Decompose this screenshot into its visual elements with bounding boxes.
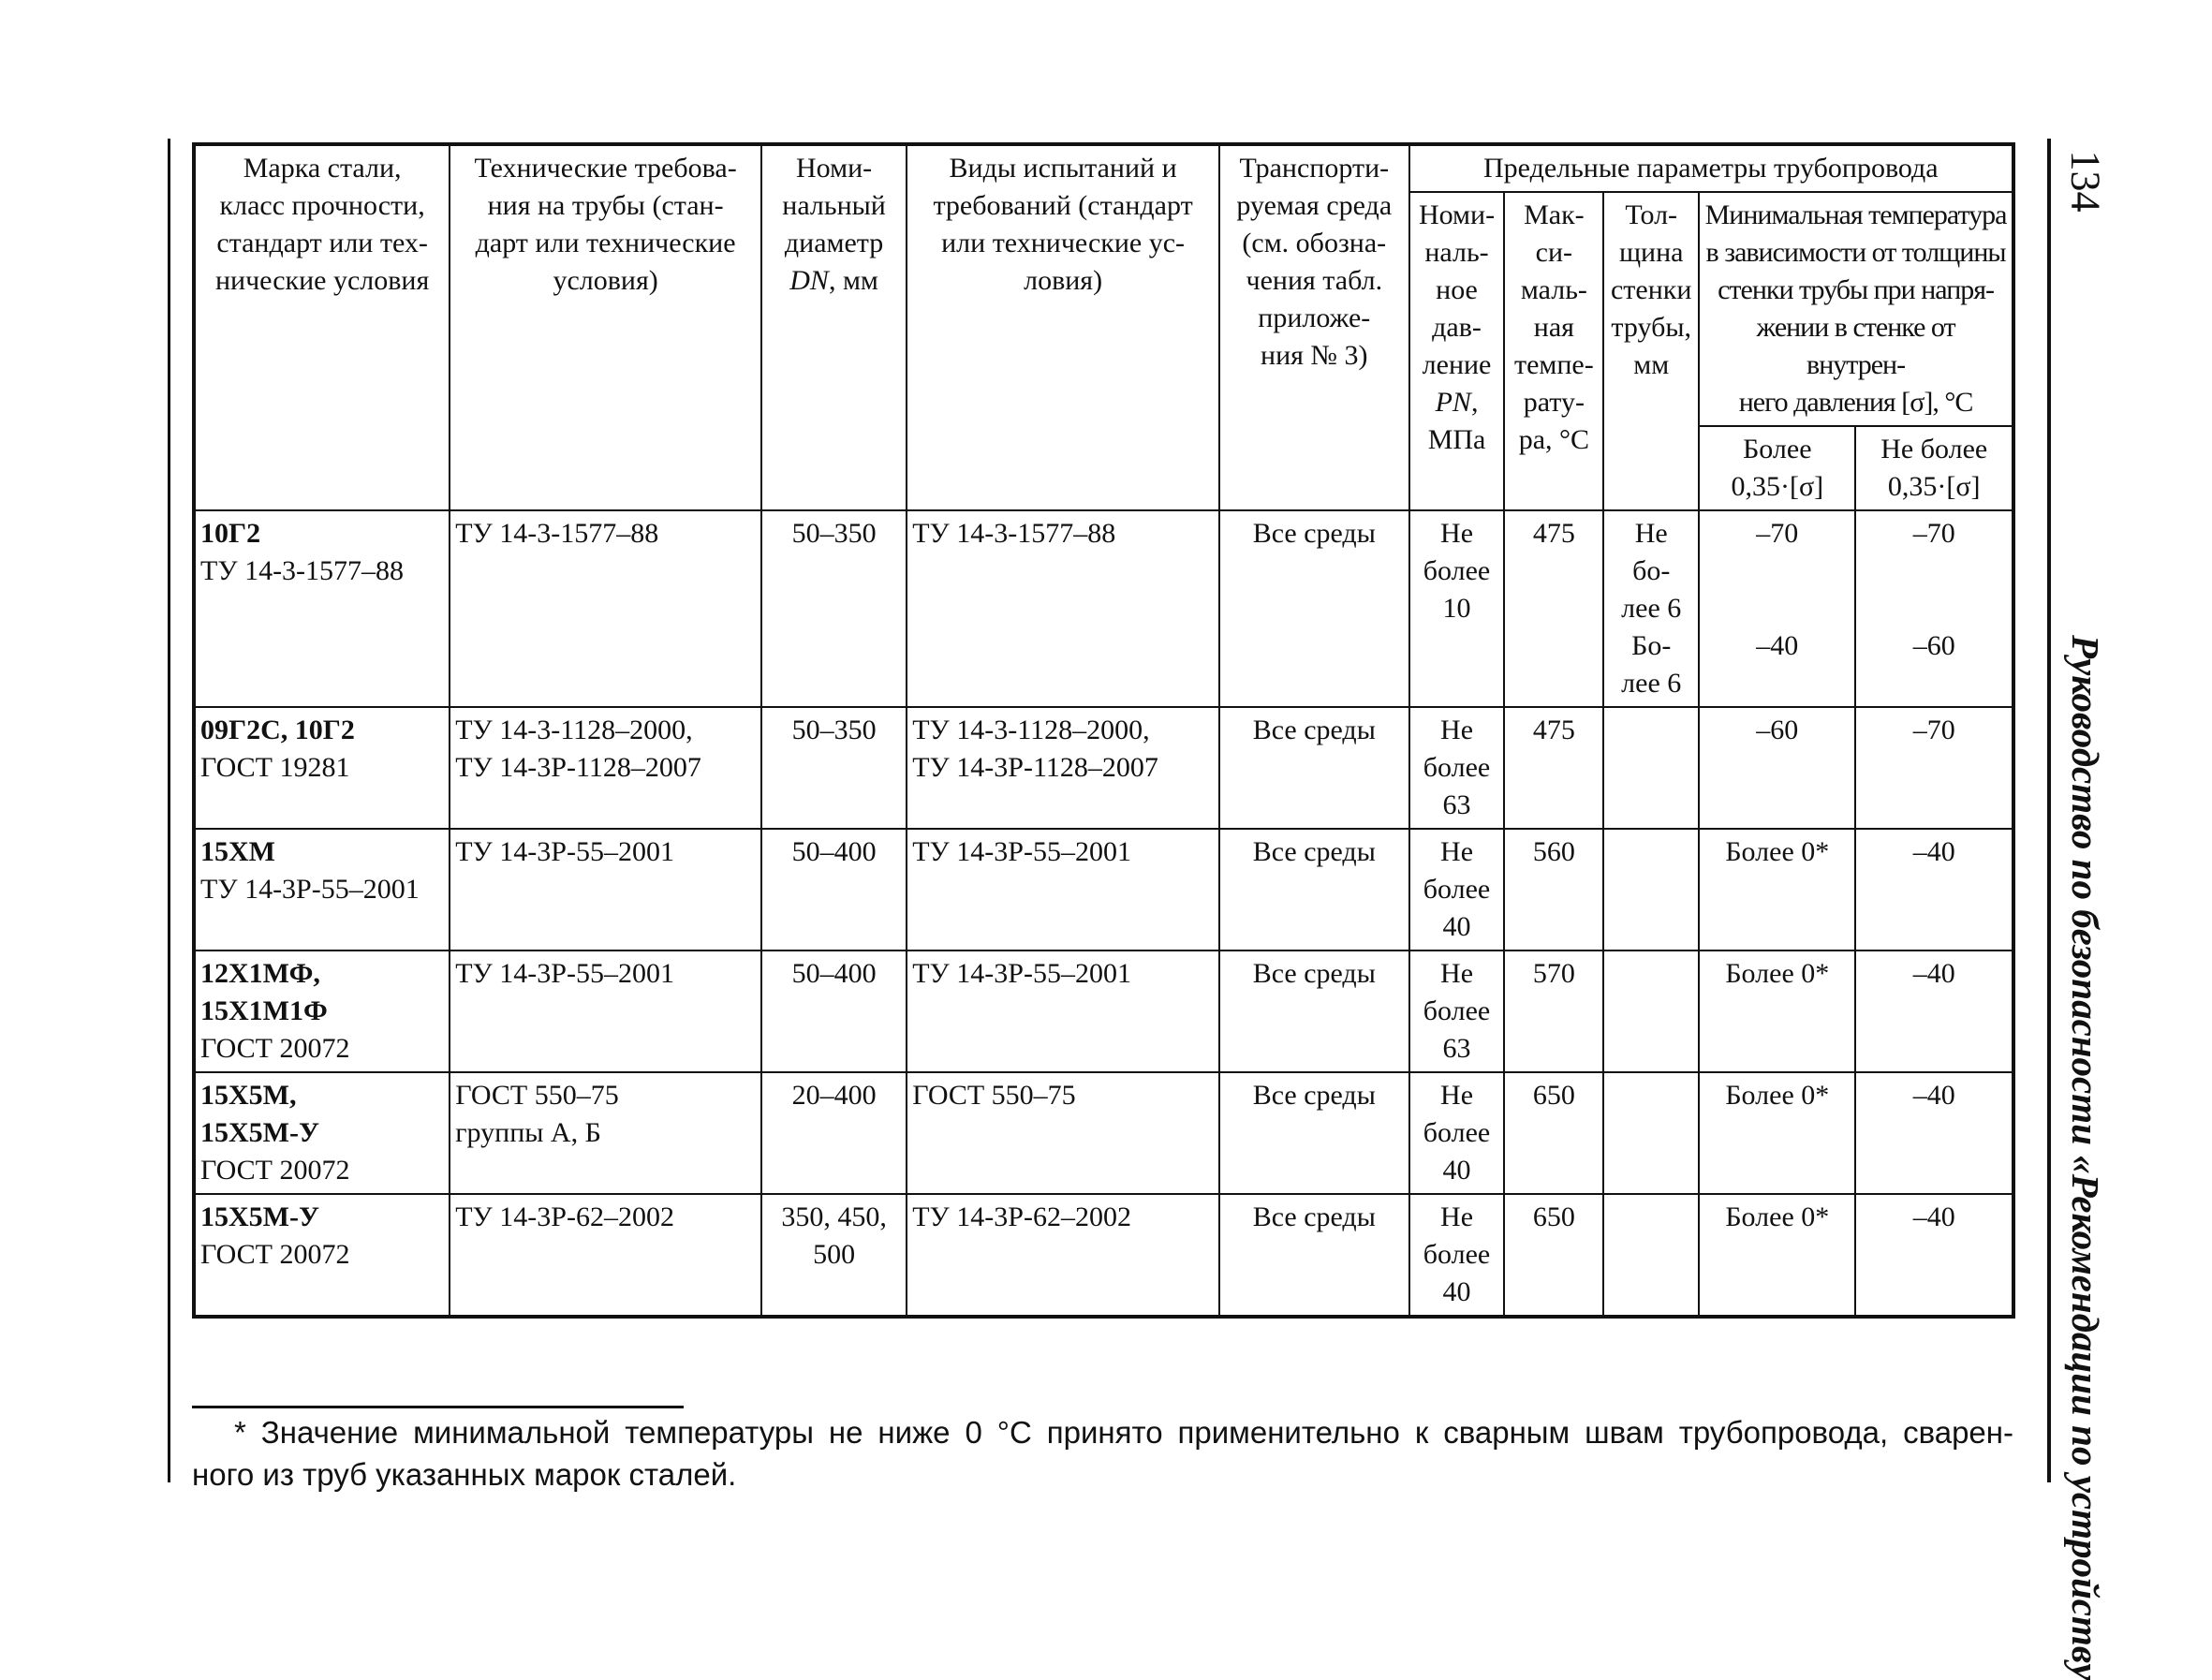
cell-tech [450, 510, 761, 707]
cell-text-line: ТУ 14-3Р-55–2001 [200, 874, 420, 905]
cell-text-line: ТУ 14-3Р-1128–2007 [912, 752, 1158, 783]
cell-text-line: 50–400 [791, 836, 877, 867]
cell-text-line: более [1423, 874, 1491, 905]
cell-text-line [1704, 590, 1850, 627]
cell-grade [194, 707, 450, 829]
cell-max-temp [1504, 951, 1603, 1072]
cell-text-fragment: Все среды [1252, 1080, 1376, 1111]
cell-tech [450, 829, 761, 951]
cell-tests [907, 1072, 1219, 1194]
cell-text-line: бо- [1632, 555, 1671, 586]
cell-grade [194, 829, 450, 951]
cell-text-line: 10Г2 [200, 518, 261, 549]
cell-grade [194, 1072, 450, 1194]
header-medium [1219, 144, 1409, 510]
cell-text-line: лее 6 [1621, 668, 1682, 699]
cell-text-line [1704, 553, 1850, 590]
header-max-temperature [1504, 192, 1603, 510]
cell-text-line: ния на трубы (стан- [487, 190, 724, 221]
header-not-more-than [1855, 426, 2013, 510]
header-wall-thickness [1603, 192, 1699, 510]
header-tests [907, 144, 1219, 510]
cell-text-line: стенки трубы при напря- [1718, 274, 1995, 305]
cell-pressure [1409, 951, 1505, 1072]
cell-text-fragment: 650 [1532, 1080, 1575, 1111]
cell-text-line: ГОСТ 19281 [200, 752, 350, 783]
cell-text-line: Не [1440, 836, 1474, 867]
header-row-1 [194, 144, 2013, 192]
cell-text-line: ТУ 14-3Р-55–2001 [912, 836, 1131, 867]
cell-text-fragment: 475 [1532, 518, 1575, 549]
cell-text-line: Технические требова- [474, 153, 737, 184]
cell-text-line: ГОСТ 20072 [200, 1239, 350, 1270]
cell-text-line: ТУ 14-3Р-55–2001 [455, 958, 674, 989]
cell-text-line [1861, 590, 2007, 627]
cell-text-line: Не [1440, 958, 1474, 989]
cell-text-line: Более 0* [1725, 836, 1830, 867]
cell-text-line: ГОСТ 550–75 [455, 1080, 619, 1111]
pipe-parameters-table [192, 142, 2015, 1319]
header-nominal-pressure [1409, 192, 1505, 510]
cell-tech [450, 1194, 761, 1317]
footnote-line-1: * Значение минимальной температуры не ниже 0 °С принято применительно к сварным швам трубопровода, сварен- [234, 1415, 2013, 1450]
cell-text-fragment: 560 [1532, 836, 1575, 867]
header-more-than [1699, 426, 1855, 510]
cell-pressure [1409, 510, 1505, 707]
cell-text-line: 15Х5М, [200, 1080, 297, 1111]
cell-text-line: ния № 3) [1261, 340, 1368, 371]
cell-text-line: руемая среда [1236, 190, 1393, 221]
cell-min-temp-more [1699, 1194, 1855, 1317]
cell-text-line: Мак- [1524, 199, 1585, 230]
cell-text-line: –40 [1756, 630, 1799, 661]
cell-wall [1603, 1194, 1699, 1317]
cell-text-line: трубы, [1611, 312, 1692, 343]
cell-max-temp [1504, 707, 1603, 829]
cell-text-line: 40 [1442, 1276, 1471, 1307]
cell-text-line: –70 [1912, 715, 1955, 745]
cell-diameter [761, 707, 907, 829]
cell-text-line: щина [1618, 237, 1684, 268]
cell-tests [907, 951, 1219, 1072]
cell-text-line: Не [1634, 518, 1668, 549]
cell-text-line: ТУ 14-3Р-62–2002 [455, 1201, 674, 1232]
cell-text-line: 50–350 [791, 715, 877, 745]
cell-text-line: Более 0* [1725, 1080, 1830, 1111]
cell-text-line: группы А, Б [455, 1117, 601, 1148]
cell-medium [1219, 951, 1409, 1072]
table-row [194, 1194, 2013, 1317]
cell-text-line: Тол- [1625, 199, 1678, 230]
cell-text-line: ТУ 14-3Р-55–2001 [455, 836, 674, 867]
cell-text-line: –40 [1912, 958, 1955, 989]
cell-min-temp-not-more [1855, 707, 2013, 829]
cell-text-line: ТУ 14-3Р-62–2002 [912, 1201, 1131, 1232]
running-title: Руководство по безопасности «Рекомендации по устройству [2064, 635, 2107, 1680]
cell-text-line: дарт или технические [475, 228, 736, 258]
cell-text-fragment: Все среды [1252, 715, 1376, 745]
cell-text-line: 09Г2С, 10Г2 [200, 715, 355, 745]
cell-text-line: –70 [1756, 518, 1799, 549]
cell-text-line: (см. обозна- [1242, 228, 1387, 258]
pn-comma: , [1470, 387, 1479, 418]
header-min-temperature [1699, 192, 2013, 426]
cell-wall [1603, 1072, 1699, 1194]
cell-text-line: 63 [1442, 1033, 1471, 1064]
dn-unit: , мм [828, 265, 878, 296]
cell-text-line: ТУ 14-3-1128–2000, [912, 715, 1150, 745]
cell-text-line: стенки [1610, 274, 1692, 305]
cell-min-temp-more [1699, 829, 1855, 951]
cell-max-temp [1504, 510, 1603, 707]
cell-text-line: Более 0* [1725, 1201, 1830, 1232]
cell-text-line: –60 [1912, 630, 1955, 661]
cell-text-line: Транспорти- [1239, 153, 1390, 184]
dn-symbol: DN [789, 265, 829, 296]
cell-text-line: Не [1440, 1080, 1474, 1111]
cell-diameter [761, 951, 907, 1072]
cell-text-line: Не [1440, 518, 1474, 549]
cell-text-line: 15ХМ [200, 836, 275, 867]
cell-min-temp-not-more [1855, 829, 2013, 951]
cell-pressure [1409, 829, 1505, 951]
cell-text-line: 20–400 [791, 1080, 877, 1111]
cell-diameter [761, 1072, 907, 1194]
cell-text-fragment: 650 [1532, 1201, 1575, 1232]
cell-text-line: Виды испытаний и [949, 153, 1177, 184]
cell-min-temp-more [1699, 951, 1855, 1072]
cell-text-line: 40 [1442, 911, 1471, 942]
cell-min-temp-more [1699, 510, 1855, 707]
cell-text-fragment: Все среды [1252, 958, 1376, 989]
pn-symbol: PN [1435, 387, 1471, 418]
cell-text-line: Не [1440, 715, 1474, 745]
cell-text-line: ное [1436, 274, 1478, 305]
cell-text-line: требований (стандарт [933, 190, 1193, 221]
cell-tech [450, 1072, 761, 1194]
cell-text-line: 500 [813, 1239, 856, 1270]
right-margin-rule [2047, 139, 2051, 1482]
cell-pressure [1409, 707, 1505, 829]
cell-text-line: –40 [1912, 1201, 1955, 1232]
cell-diameter [761, 829, 907, 951]
cell-text-line: Не [1440, 1201, 1474, 1232]
cell-text-line: 10 [1442, 593, 1471, 624]
table-row [194, 951, 2013, 1072]
cell-text-line: 350, 450, [781, 1201, 887, 1232]
cell-min-temp-more [1699, 707, 1855, 829]
cell-medium [1219, 1072, 1409, 1194]
cell-text-line: ТУ 14-3Р-1128–2007 [455, 752, 701, 783]
cell-tests [907, 510, 1219, 707]
cell-text-line: ГОСТ 20072 [200, 1033, 350, 1064]
cell-tests [907, 1194, 1219, 1317]
cell-text-line: Минимальная температура [1704, 199, 2007, 230]
cell-text-line: жении в стенке от внутрен- [1756, 312, 1955, 380]
cell-text-line: ТУ 14-3-1128–2000, [455, 715, 693, 745]
cell-text-line: ГОСТ 550–75 [912, 1080, 1076, 1111]
pn-unit: МПа [1427, 424, 1486, 455]
cell-text-fragment: Все среды [1252, 518, 1376, 549]
header-tech-requirements [450, 144, 761, 510]
cell-text-line: темпе- [1513, 349, 1594, 380]
running-title-area [2053, 635, 2118, 1680]
cell-wall [1603, 510, 1699, 707]
cell-text-line: или технические ус- [941, 228, 1186, 258]
header-nominal-diameter [761, 144, 907, 510]
table-row [194, 1072, 2013, 1194]
cell-text-line: более [1423, 555, 1491, 586]
cell-text-line: чения табл. [1246, 265, 1383, 296]
header-grade [194, 144, 450, 510]
cell-text-line: Бо- [1631, 630, 1672, 661]
cell-text-line: лее 6 [1621, 593, 1682, 624]
cell-text-line: рату- [1523, 387, 1585, 418]
cell-tests [907, 707, 1219, 829]
cell-text-line: приложе- [1258, 302, 1371, 333]
cell-wall [1603, 951, 1699, 1072]
footnote [192, 1411, 2013, 1496]
cell-text-line: Более [1743, 434, 1812, 464]
cell-text-line: диаметр [784, 228, 884, 258]
cell-text-line: 50–400 [791, 958, 877, 989]
cell-grade [194, 1194, 450, 1317]
cell-text-line: наль- [1424, 237, 1489, 268]
cell-medium [1219, 1194, 1409, 1317]
cell-max-temp [1504, 829, 1603, 951]
cell-text-fragment: Все среды [1252, 836, 1376, 867]
cell-text-line: 0,35·[σ] [1887, 471, 1981, 502]
cell-text-line: –40 [1912, 1080, 1955, 1111]
page-number [2053, 139, 2118, 223]
cell-text-line: 15Х5М-У [200, 1117, 319, 1148]
table-row [194, 829, 2013, 951]
header-limit-parameters [1409, 144, 2013, 192]
cell-min-temp-not-more [1855, 1072, 2013, 1194]
cell-tech [450, 951, 761, 1072]
cell-text-line: ТУ 14-3-1577–88 [912, 518, 1116, 549]
side-margin [2053, 139, 2118, 1680]
cell-text-line: Более 0* [1725, 958, 1830, 989]
cell-min-temp-not-more [1855, 951, 2013, 1072]
cell-text-line: ТУ 14-3-1577–88 [200, 555, 405, 586]
cell-text-line: дав- [1432, 312, 1482, 343]
cell-text-line: класс прочности, [219, 190, 425, 221]
cell-text-line: мм [1633, 349, 1670, 380]
cell-pressure [1409, 1072, 1505, 1194]
cell-text-fragment: 570 [1532, 958, 1575, 989]
cell-text-line: стандарт или тех- [216, 228, 428, 258]
cell-text-line: Не более [1880, 434, 1988, 464]
cell-text-line: более [1423, 1239, 1491, 1270]
cell-text-line: 40 [1442, 1155, 1471, 1186]
cell-text-fragment: Все среды [1252, 1201, 1376, 1232]
cell-wall [1603, 829, 1699, 951]
cell-min-temp-not-more [1855, 1194, 2013, 1317]
table-row [194, 510, 2013, 707]
cell-text-line: –40 [1912, 836, 1955, 867]
cell-text-line: 50–350 [791, 518, 877, 549]
cell-text-line: 12Х1МФ, [200, 958, 320, 989]
cell-max-temp [1504, 1072, 1603, 1194]
cell-text-line: ТУ 14-3-1577–88 [455, 518, 659, 549]
cell-text-fragment: 475 [1532, 715, 1575, 745]
page-number-text: 134 [2062, 150, 2109, 212]
cell-tech [450, 707, 761, 829]
cell-text-line: ловия) [1024, 265, 1103, 296]
cell-wall [1603, 707, 1699, 829]
cell-text-line: Марка стали, [243, 153, 402, 184]
cell-text-line: –60 [1756, 715, 1799, 745]
footnote-rule [192, 1406, 684, 1408]
cell-text-line: нические условия [214, 265, 430, 296]
cell-grade [194, 510, 450, 707]
cell-text-line: в зависимости от толщины [1705, 237, 2006, 268]
cell-text-line: условия) [553, 265, 658, 296]
dn-unit-line [767, 262, 901, 300]
cell-text-line: си- [1535, 237, 1573, 268]
pn-symbol-line [1415, 384, 1499, 421]
cell-min-temp-more [1699, 1072, 1855, 1194]
cell-text-line [1861, 553, 2007, 590]
cell-diameter [761, 510, 907, 707]
cell-text-line: 15Х5М-У [200, 1201, 319, 1232]
cell-text-line: маль- [1520, 274, 1587, 305]
cell-text-line: Номи- [796, 153, 873, 184]
cell-text-line: него давления [σ], °С [1738, 387, 1973, 418]
cell-text-line: более [1423, 752, 1491, 783]
cell-text-line: Номи- [1418, 199, 1496, 230]
cell-text-line: ление [1422, 349, 1492, 380]
cell-max-temp [1504, 1194, 1603, 1317]
cell-tests [907, 829, 1219, 951]
cell-text-line: 15Х1М1Ф [200, 995, 328, 1026]
table-row [194, 707, 2013, 829]
left-margin-rule [168, 139, 170, 1482]
cell-grade [194, 951, 450, 1072]
cell-text-line: ТУ 14-3Р-55–2001 [912, 958, 1131, 989]
cell-medium [1219, 829, 1409, 951]
cell-min-temp-not-more [1855, 510, 2013, 707]
cell-text-line: ная [1533, 312, 1574, 343]
cell-diameter [761, 1194, 907, 1317]
cell-medium [1219, 510, 1409, 707]
cell-text-line: ра, °С [1518, 424, 1590, 455]
footnote-line-2: ного из труб указанных марок сталей. [192, 1457, 737, 1492]
cell-text-line: ГОСТ 20072 [200, 1155, 350, 1186]
cell-text-line: –70 [1912, 518, 1955, 549]
cell-medium [1219, 707, 1409, 829]
cell-text-fragment: Предельные параметры трубопровода [1482, 153, 1939, 184]
cell-text-line: более [1423, 995, 1491, 1026]
cell-pressure [1409, 1194, 1505, 1317]
cell-text-line: более [1423, 1117, 1491, 1148]
cell-text-line: 63 [1442, 789, 1471, 820]
cell-text-line: 0,35·[σ] [1731, 471, 1824, 502]
cell-text-line: нальный [782, 190, 886, 221]
